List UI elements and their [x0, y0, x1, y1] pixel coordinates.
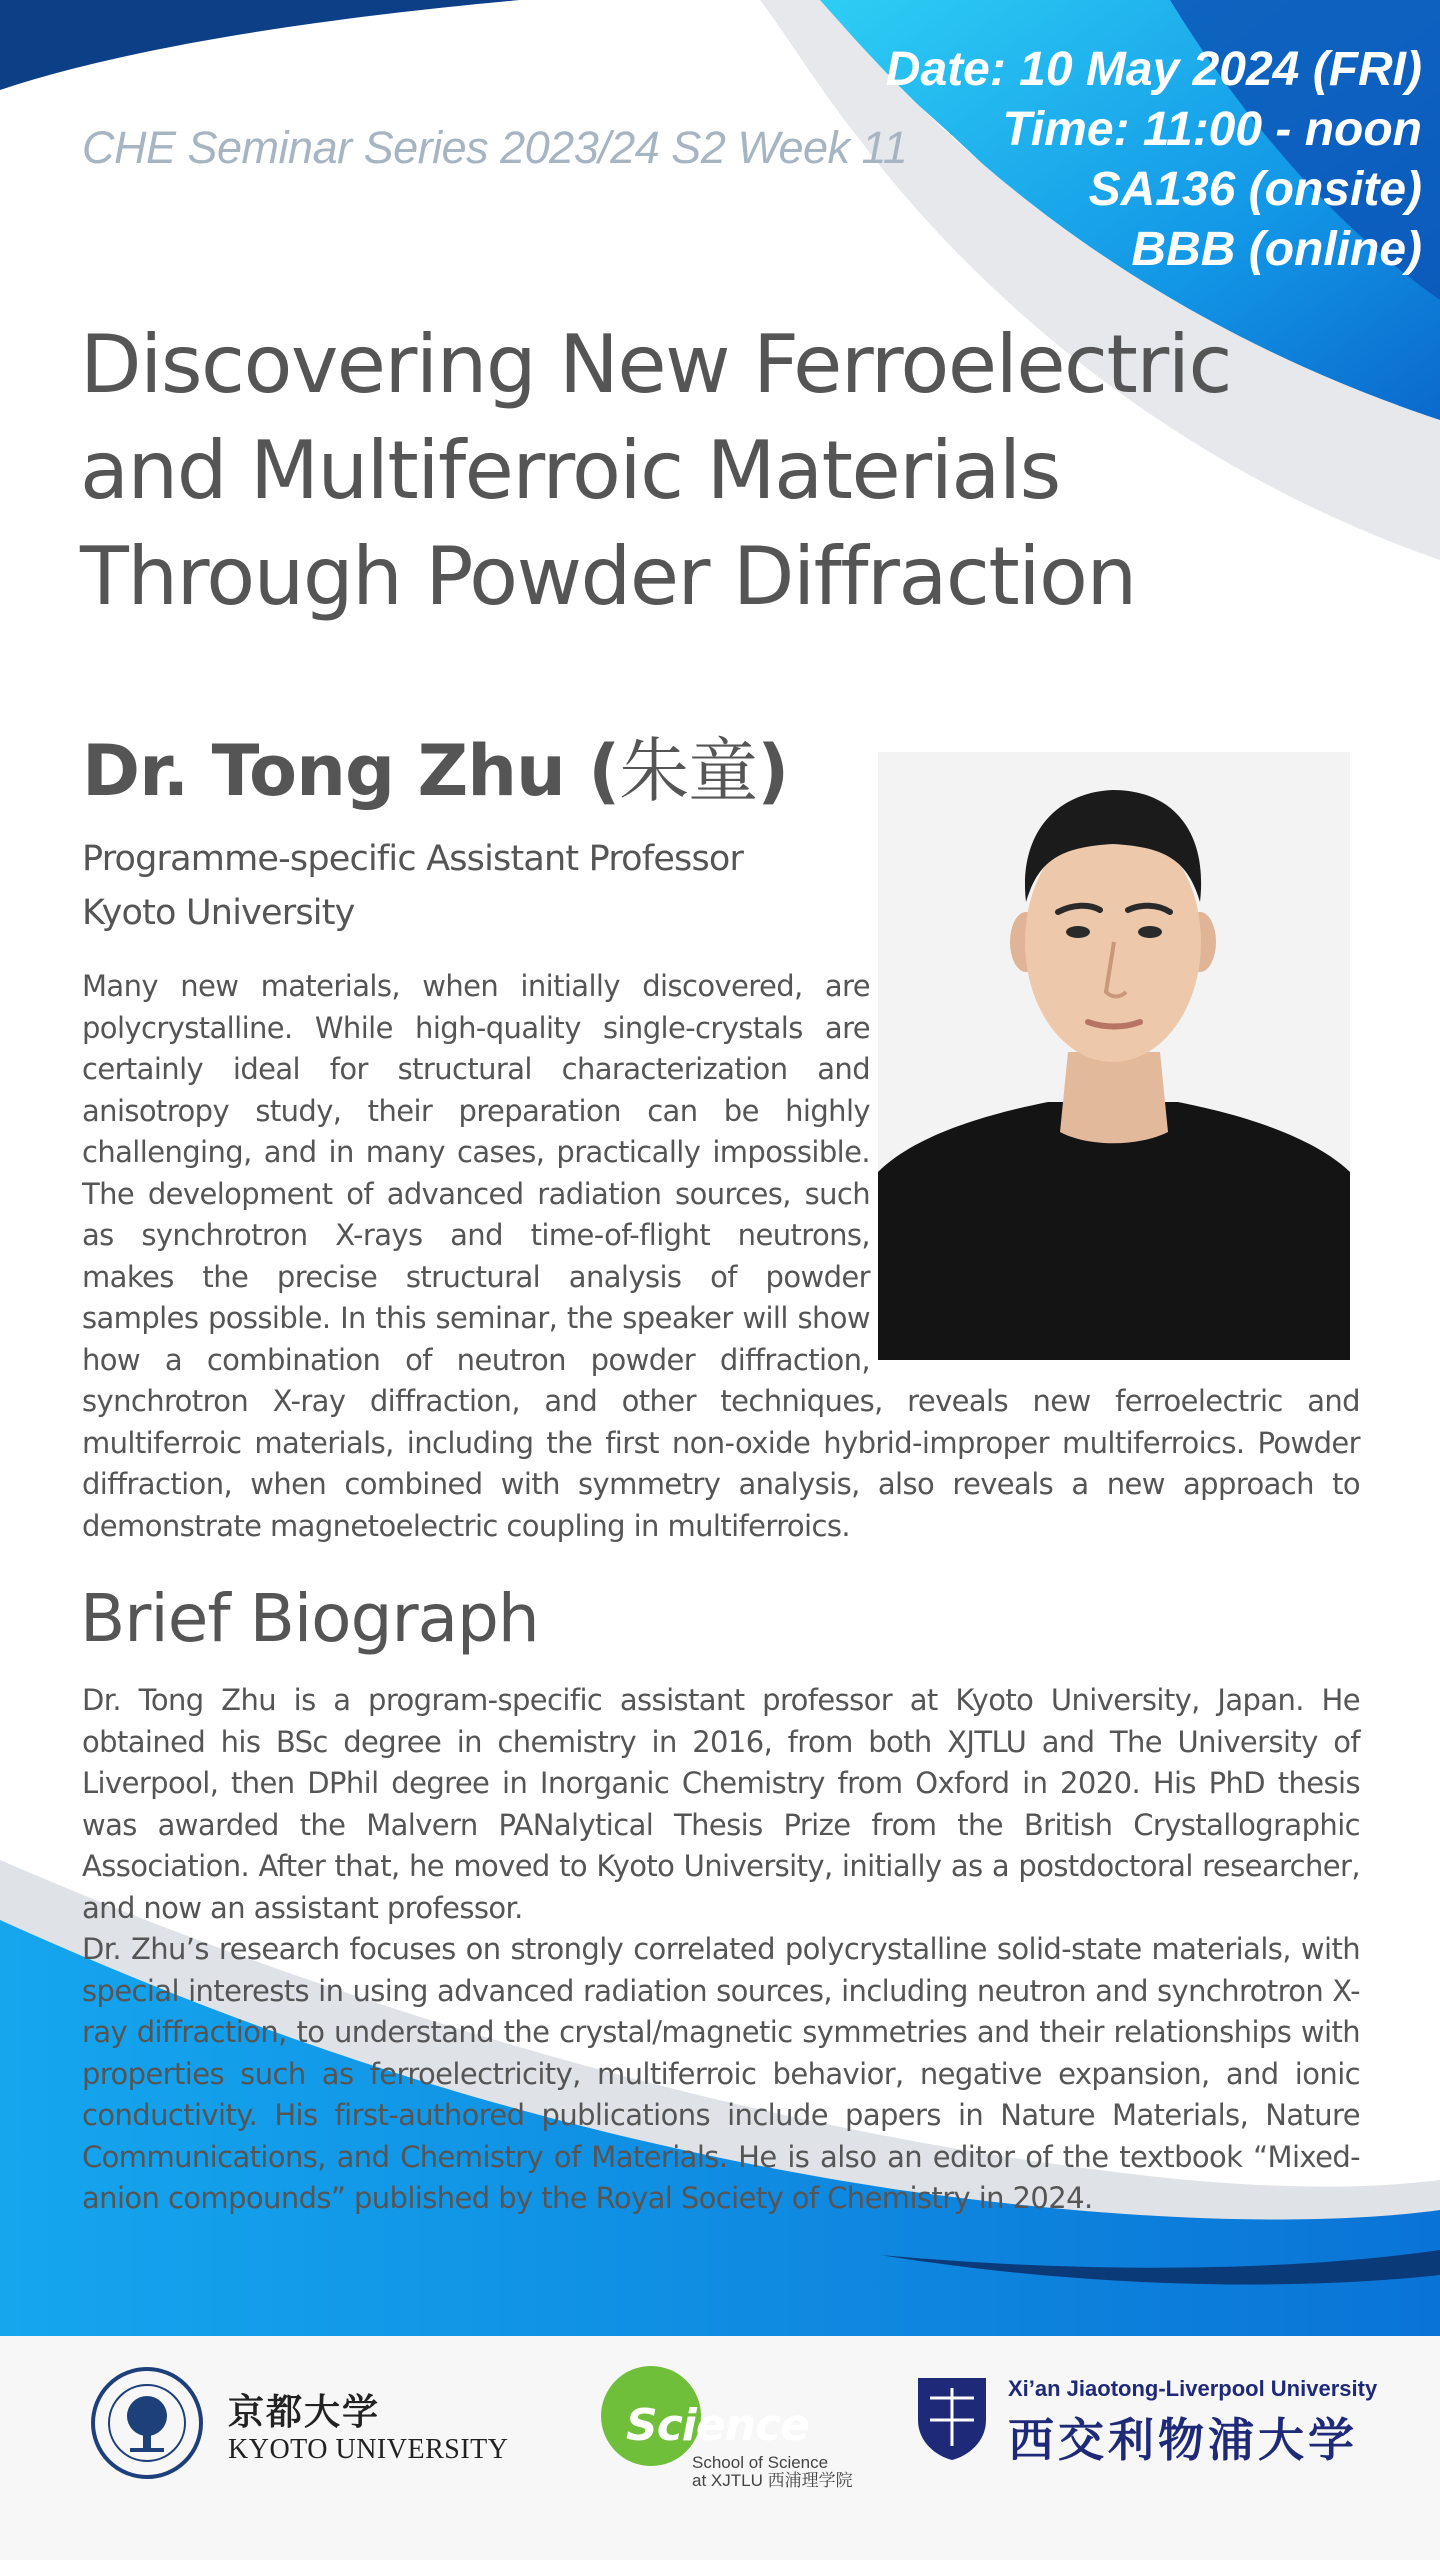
abstract-body: Many new materials, when initially discovered, are polycrystalline. While high-quality single-crystals are certainly ideal for structural characterization and anisotropy study, their preparation can be highly challenging, and in many cases, practically impossible. The development of advanced radiation sources, such as synchrotron X-rays and time-of-flight neutrons, makes the precise structural analysis of powder samples possible. In this seminar, the speaker will show how a combination of neutron powder diffraction, synchrotron X-ray diffraction, and other techniques, reveals new ferroelectric and multiferroic materials, including the first non-oxide hybrid-improper multiferroics. Powder diffraction, when combined with symmetry analysis, also reveals a new approach to demonstrate magnetoelectric coupling in multiferroics.	[82, 969, 1360, 1543]
speaker-name-cn: 朱童	[619, 730, 758, 812]
kyoto-name-cn: 京都大学	[228, 2391, 381, 2433]
biography-paragraph-1: Dr. Tong Zhu is a program-specific assistant professor at Kyoto University, Japan. He obtained his BSc degree in chemistry in 2016, from both XJTLU and The University of Liverpool, then DPhil degree in Inorganic Chemistry from Oxford in 2020. His PhD thesis was awarded the Malvern PANalytical Thesis Prize from the British Crystallographic Association. After that, he moved to Kyoto University, initially as a postdoctoral researcher, and now an assistant professor.	[82, 1683, 1360, 1925]
kyoto-seal-icon	[90, 2366, 204, 2480]
speaker-position: Programme-specific Assistant Professor	[82, 839, 744, 879]
event-time: Time: 11:00 - noon	[1002, 103, 1422, 156]
abstract-text	[82, 966, 1360, 1547]
xjtlu-shield-icon	[916, 2376, 988, 2462]
xjtlu-name-en: Xi’an Jiaotong-Liverpool University	[1008, 2376, 1378, 2401]
footer-logos	[0, 2336, 1440, 2560]
science-school-logo	[596, 2364, 856, 2494]
speaker-name	[82, 715, 788, 816]
seminar-title	[80, 312, 1400, 630]
seminar-series-label: CHE Seminar Series 2023/24 S2 Week 11	[82, 122, 908, 173]
title-line-3: Through Powder Diffraction	[80, 530, 1136, 623]
venue-online: BBB (online)	[1131, 223, 1422, 276]
event-info	[886, 40, 1422, 280]
speaker-role	[82, 832, 743, 940]
science-wordmark: Science	[626, 2400, 809, 2451]
title-line-2: and Multiferroic Materials	[80, 424, 1060, 517]
venue-onsite: SA136 (onsite)	[1088, 163, 1422, 216]
biography-heading: Brief Biograph	[80, 1580, 539, 1657]
science-subtitle-1: School of Science	[692, 2453, 829, 2472]
xjtlu-name-cn: 西交利物浦大学	[1008, 2413, 1358, 2467]
photo-wrap-space	[870, 966, 1360, 1364]
event-date: Date: 10 May 2024 (FRI)	[885, 43, 1422, 96]
speaker-name-close: )	[757, 730, 789, 812]
kyoto-name-en: KYOTO UNIVERSITY	[228, 2434, 509, 2465]
biography-paragraph-2: Dr. Zhu’s research focuses on strongly correlated polycrystalline solid-state materials, with special interests in using advanced radiation sources, including neutron and synchrotron X-ray diffraction, to understand the crystal/magnetic symmetries and their relationships with properties such as ferroelectricity, multiferroic behavior, negative expansion, and ionic conductivity. His first-authored publications include papers in Nature Materials, Nature Communications, and Chemistry of Materials. He is also an editor of the textbook “Mixed-anion compounds” published by the Royal Society of Chemistry in 2024.	[82, 1932, 1360, 2215]
science-subtitle-2: at XJTLU 西浦理学院	[692, 2471, 853, 2490]
kyoto-university-logo	[90, 2366, 530, 2486]
speaker-name-en: Dr. Tong Zhu (	[82, 730, 620, 812]
title-line-1: Discovering New Ferroelectric	[80, 318, 1231, 411]
science-subtitle	[692, 2454, 853, 2490]
xjtlu-logo	[916, 2376, 1416, 2486]
speaker-affiliation: Kyoto University	[82, 893, 355, 933]
